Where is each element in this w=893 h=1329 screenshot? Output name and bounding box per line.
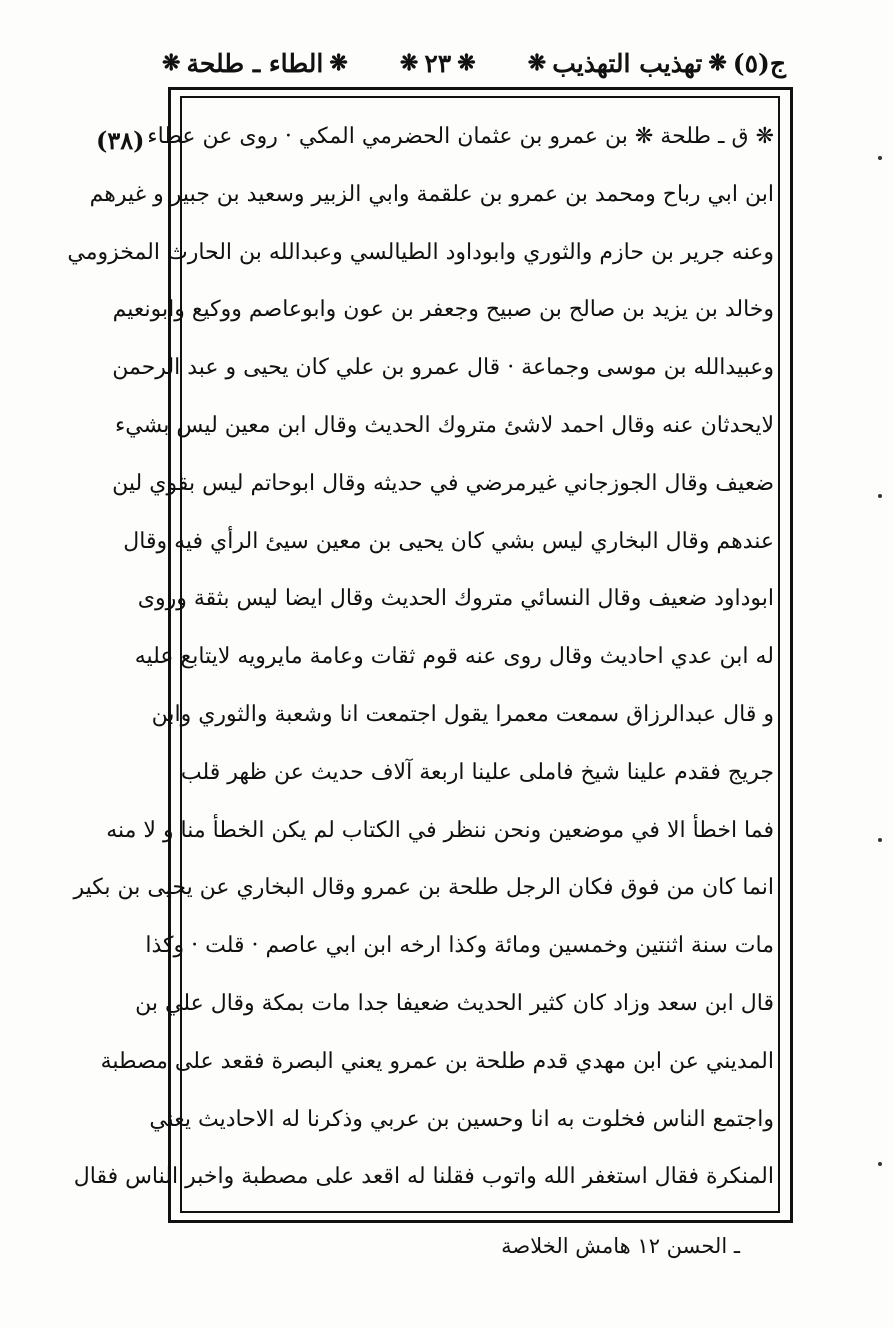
ornament-icon: ❋ bbox=[457, 50, 476, 76]
entry-number: (٣٨) bbox=[96, 126, 145, 155]
text-line: فما اخطأ الا في موضعين ونحن ننظر في الكتاب لم يكن الخطأ منا و لا منه bbox=[106, 817, 774, 843]
text-line: عندهم وقال البخاري ليس بشي كان يحيى بن معين سيئ الرأي فيه وقال bbox=[123, 528, 774, 554]
header-page-group bbox=[400, 49, 476, 78]
text-line: قال ابن سعد وزاد كان كثير الحديث ضعيفا جدا مات بمكة وقال علي بن bbox=[135, 990, 774, 1016]
scan-speck bbox=[878, 494, 882, 498]
ornament-icon: ❋ bbox=[329, 50, 348, 76]
text-line: المنكرة فقال استغفر الله واتوب فقلنا له اقعد على مصطبة واخبر الناس فقال bbox=[73, 1164, 774, 1190]
scan-speck bbox=[878, 838, 882, 842]
text-line: لايحدثان عنه وقال احمد لاشئ متروك الحديث وقال ابن معين ليس بشيء bbox=[114, 412, 774, 438]
text-line: و قال عبدالرزاق سمعت معمرا يقول اجتمعت انا وشعبة والثوري وابن bbox=[151, 701, 774, 727]
running-header bbox=[162, 40, 786, 86]
text-line: المديني عن ابن مهدي قدم طلحة بن عمرو يعني البصرة فقعد على مصطبة bbox=[100, 1048, 774, 1074]
text-line: وخالد بن يزيد بن صالح بن صبيح وجعفر بن عون وابوعاصم ووكيع وابونعيم bbox=[112, 297, 774, 323]
text-line: انما كان من فوق فكان الرجل طلحة بن عمرو وقال البخاري عن يحيى بن بكير bbox=[73, 875, 774, 901]
text-line: وعبيدالله بن موسى وجماعة · قال عمرو بن علي كان يحيى و عبد الرحمن bbox=[112, 355, 774, 381]
header-volume: ج(٥) bbox=[732, 48, 786, 78]
scan-speck bbox=[878, 1162, 882, 1166]
ornament-icon: ❋ bbox=[162, 50, 181, 76]
ornament-icon: ❋ bbox=[399, 50, 419, 76]
text-line: له ابن عدي احاديث وقال روى عنه قوم ثقات وعامة مايرويه لايتابع عليه bbox=[134, 644, 774, 670]
ornament-icon: ❋ bbox=[708, 50, 727, 76]
ornament-icon: ❋ bbox=[527, 50, 547, 76]
header-book-title: تهذيب التهذيب bbox=[552, 48, 703, 78]
footnote: ـ الحسن ١٢ هامش الخلاصة bbox=[501, 1234, 740, 1258]
text-line: ❋ ق ـ طلحة ❋ بن عمرو بن عثمان الحضرمي المكي · روى عن عطاء bbox=[147, 124, 774, 149]
header-page-number: ٢٣ bbox=[424, 48, 452, 78]
header-section-group bbox=[162, 49, 348, 78]
text-line: وعنه جرير بن حازم والثوري وابوداود الطيالسي وعبدالله بن الحارث المخزومي bbox=[67, 239, 774, 265]
text-line: ابوداود ضعيف وقال النسائي متروك الحديث وقال ايضا ليس بثقة وروى bbox=[137, 586, 774, 612]
text-line: مات سنة اثنتين وخمسين ومائة وكذا ارخه ابن ابي عاصم · قلت · وكذا bbox=[145, 933, 774, 959]
text-line: ابن ابي رباح ومحمد بن عمرو بن علقمة وابي الزبير وسعيد بن جبير و غيرهم bbox=[89, 181, 774, 207]
text-line: جريج فقدم علينا شيخ فاملى علينا اربعة آلاف حديث عن ظهر قلب bbox=[180, 759, 774, 785]
text-line: واجتمع الناس فخلوت به انا وحسين بن عربي وذكرنا له الاحاديث يعني bbox=[149, 1106, 774, 1132]
header-volume-group bbox=[528, 49, 786, 78]
header-section: الطاء ـ طلحة bbox=[186, 48, 324, 78]
scan-speck bbox=[878, 156, 882, 160]
text-line: ضعيف وقال الجوزجاني غيرمرضي في حديثه وقال ابوحاتم ليس بقوي لين bbox=[112, 470, 774, 496]
